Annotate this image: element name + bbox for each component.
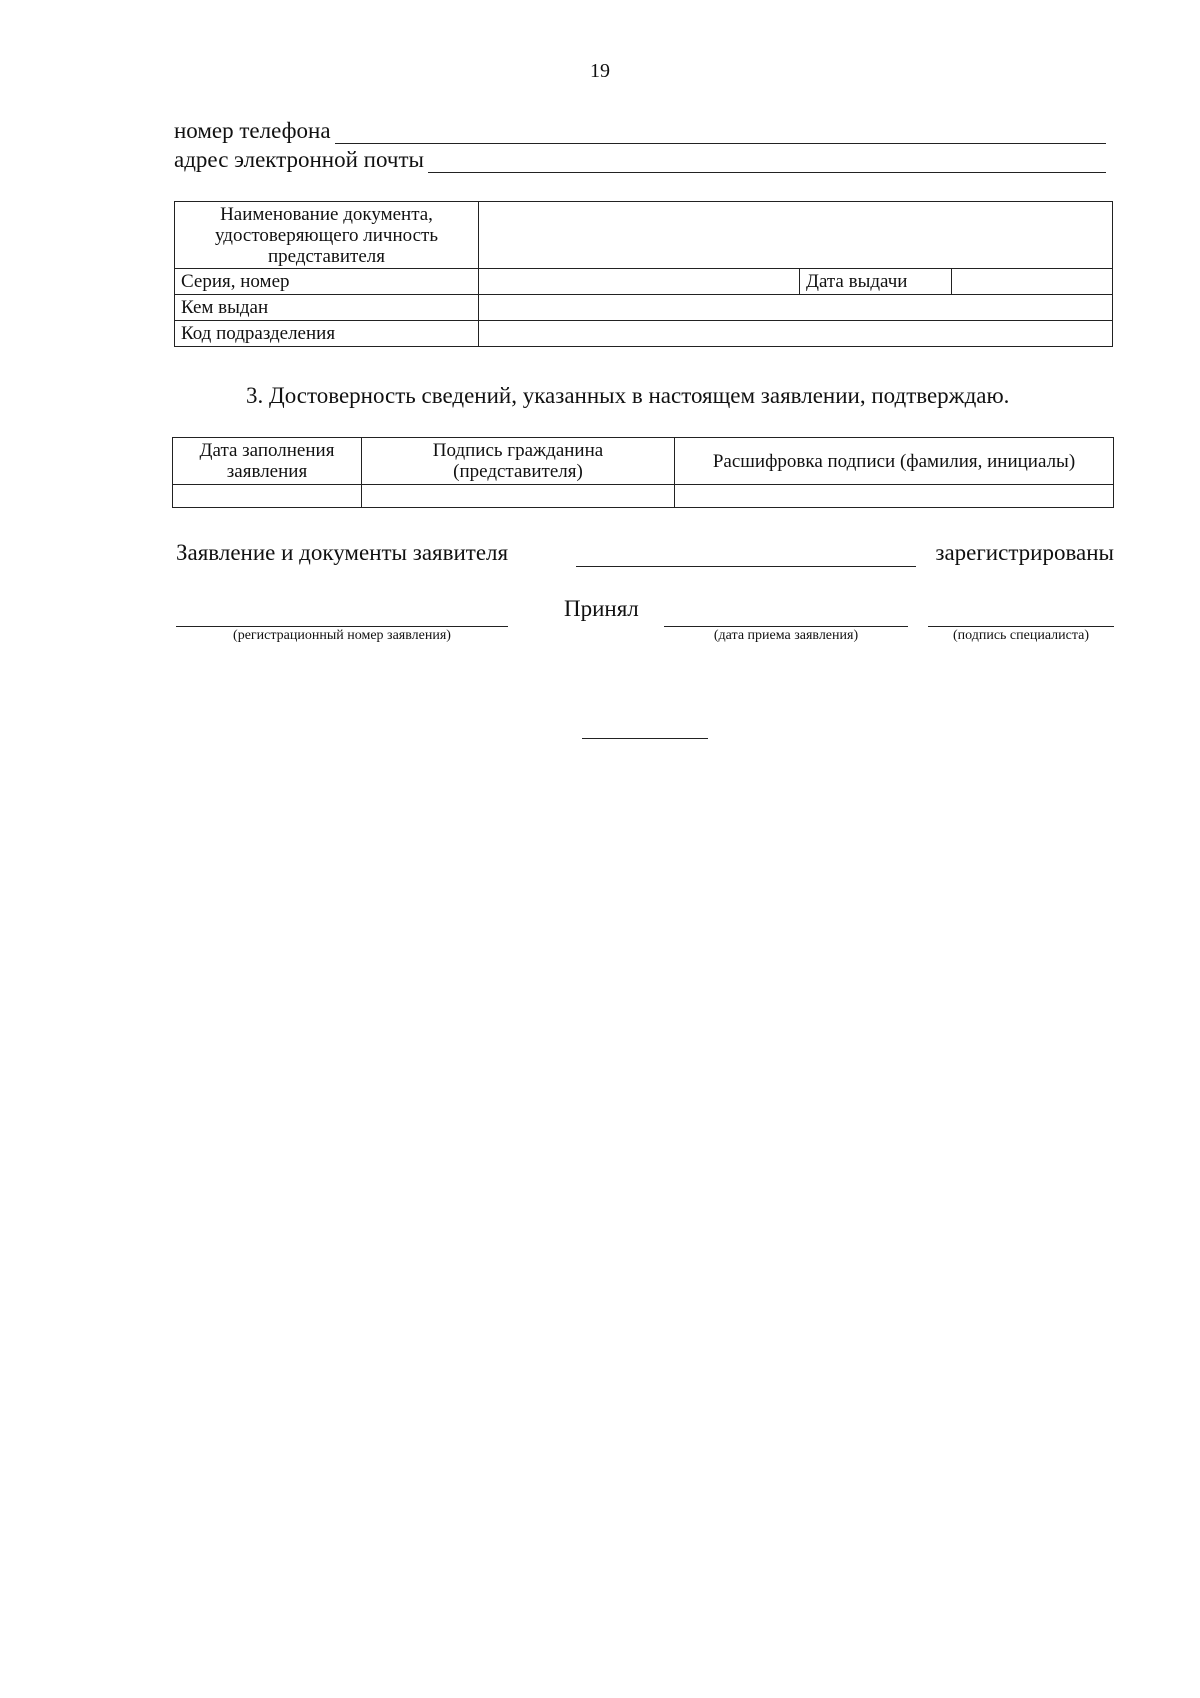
series-value[interactable]	[479, 269, 799, 294]
table-row	[175, 295, 1113, 321]
accept-date-slot[interactable]	[664, 626, 908, 644]
table-row	[175, 269, 1113, 295]
registration-left-text: Заявление и документы заявителя	[176, 540, 509, 565]
issue-date-label: Дата выдачи	[799, 269, 952, 294]
email-field	[174, 147, 1106, 173]
issued-by-value[interactable]	[479, 295, 1113, 321]
phone-blank[interactable]	[335, 121, 1106, 144]
table-row	[175, 321, 1113, 347]
email-label: адрес электронной почты	[174, 147, 424, 172]
reg-number-slot[interactable]	[176, 626, 508, 644]
series-value-cell	[479, 269, 1113, 295]
reg-number-caption: (регистрационный номер заявления)	[233, 628, 451, 643]
fill-date-value[interactable]	[173, 485, 362, 508]
end-divider	[582, 738, 708, 739]
division-code-value[interactable]	[479, 321, 1113, 347]
accepted-label: Принял	[564, 596, 639, 621]
registration-right-text: зарегистрированы	[935, 540, 1114, 565]
signature-decoding-value[interactable]	[675, 485, 1114, 508]
table-row	[173, 438, 1114, 485]
phone-label: номер телефона	[174, 118, 331, 143]
doc-name-value[interactable]	[479, 202, 1113, 269]
registration-blank[interactable]	[576, 540, 916, 567]
phone-field	[174, 118, 1106, 144]
specialist-signature-slot[interactable]	[928, 626, 1114, 644]
header-citizen-signature: Подпись гражданина (представителя)	[362, 438, 675, 485]
representative-document-table	[174, 201, 1113, 347]
series-label: Серия, номер	[175, 269, 479, 295]
specialist-caption: (подпись специалиста)	[952, 628, 1090, 643]
table-row	[175, 202, 1113, 269]
citizen-signature-value[interactable]	[362, 485, 675, 508]
confirmation-text: 3. Достоверность сведений, указанных в настоящем заявлении, подтверждаю.	[246, 383, 1010, 408]
issued-by-label: Кем выдан	[175, 295, 479, 321]
accept-date-caption: (дата приема заявления)	[713, 628, 859, 643]
signature-table	[172, 437, 1114, 508]
doc-name-label: Наименование документа, удостоверяющего личность представителя	[175, 202, 479, 269]
page-number: 19	[590, 60, 610, 82]
email-blank[interactable]	[428, 150, 1106, 173]
accepted-line	[176, 596, 1114, 646]
header-fill-date: Дата заполнения заявления	[173, 438, 362, 485]
registration-line	[176, 540, 1114, 570]
division-code-label: Код подразделения	[175, 321, 479, 347]
table-row	[173, 485, 1114, 508]
header-signature-decoding: Расшифровка подписи (фамилия, инициалы)	[675, 438, 1114, 485]
issue-date-value[interactable]	[952, 269, 1112, 294]
